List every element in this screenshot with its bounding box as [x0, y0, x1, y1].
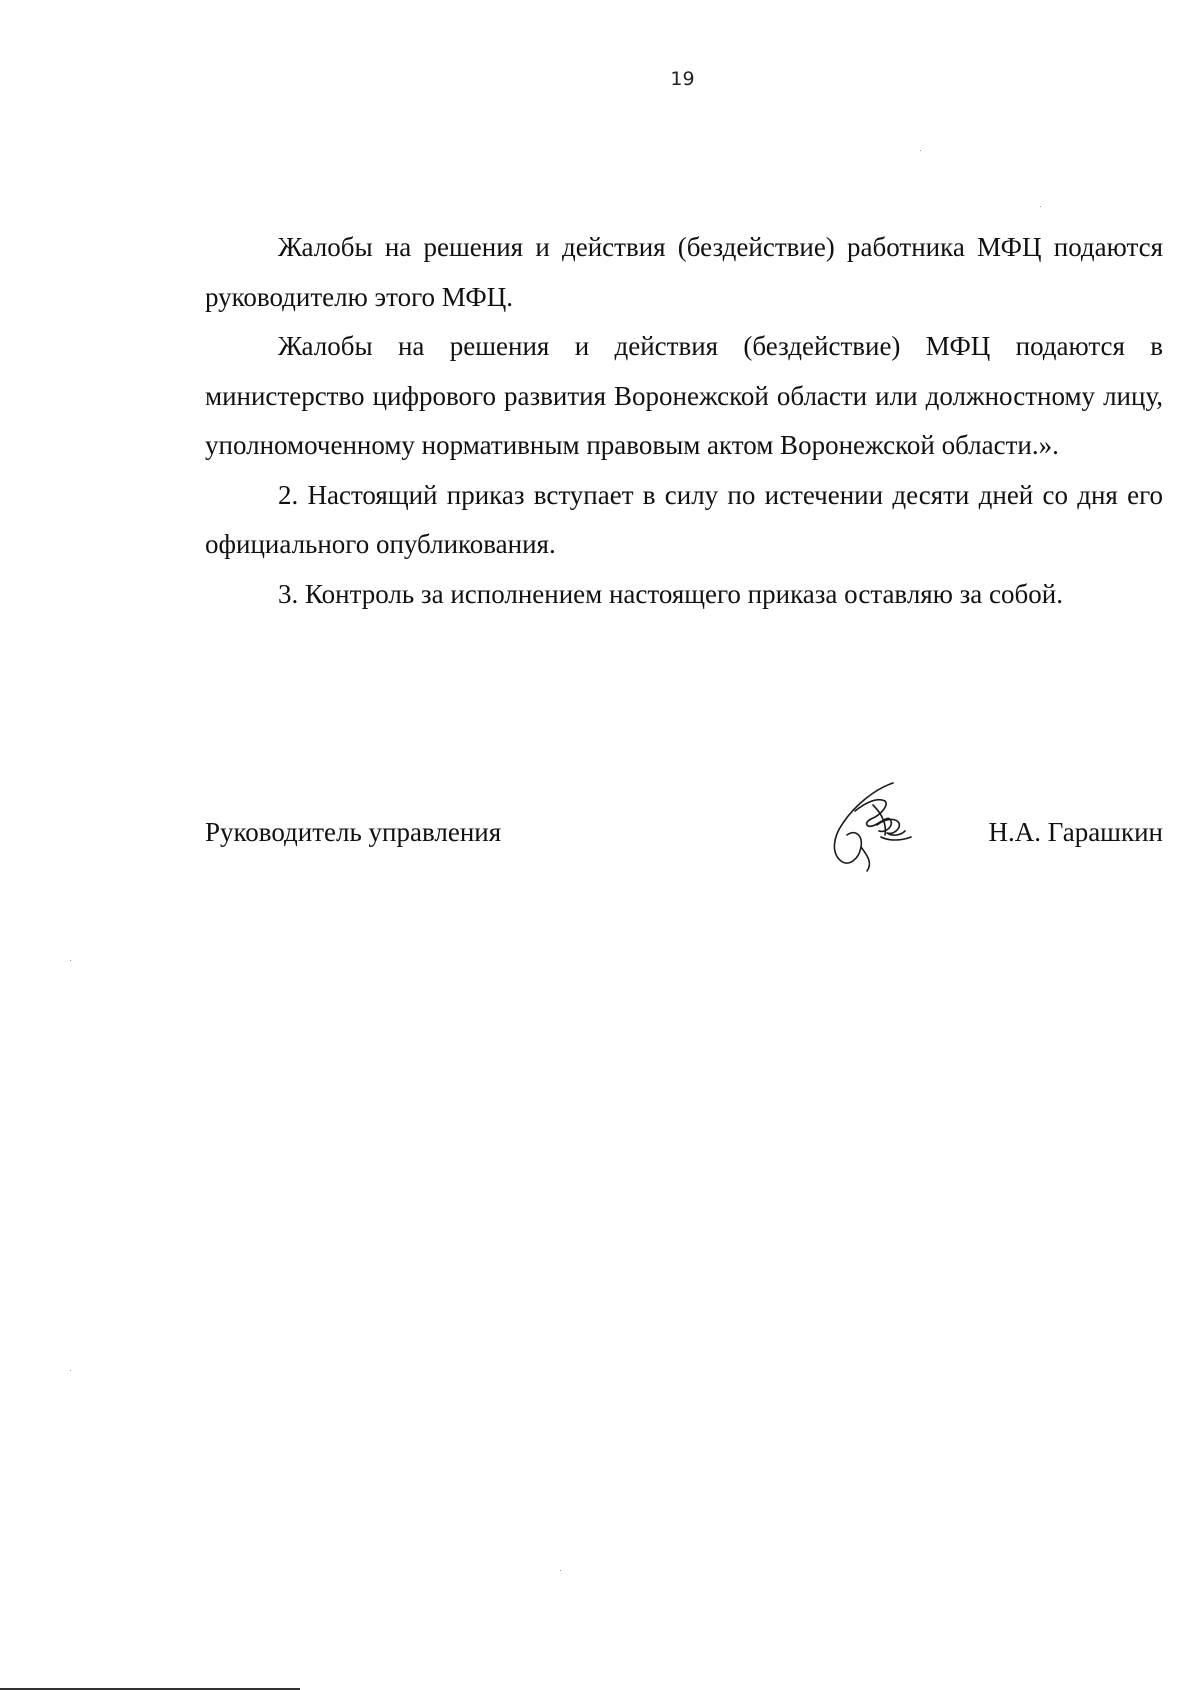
scan-speck [920, 150, 921, 151]
paragraph-complaint-mfc: Жалобы на решения и действия (бездействие) МФЦ подаются в министерство цифрового развития Воронежской области или должностному лицу, уполномоченному нормативным правовым актом Воронежской области.». [205, 331, 1163, 460]
paragraph-effective-date: 2. Настоящий приказ вступает в силу по истечении десяти дней со дня его официального опубликования. [205, 479, 1163, 559]
handwritten-signature [815, 775, 925, 875]
paragraph-control: 3. Контроль за исполнением настоящего приказа оставляю за собой. [278, 578, 1063, 609]
paragraph-complaint-employee: Жалобы на решения и действия (бездействие) работника МФЦ подаются руководителю этого МФЦ. [205, 232, 1163, 312]
scan-speck [560, 1570, 561, 1571]
scan-speck [1040, 206, 1041, 207]
signatory-position: Руководитель управления [205, 817, 502, 847]
signatory-name: Н.А. Гарашкин [988, 817, 1163, 847]
document-body [205, 223, 1163, 619]
signature-block [205, 775, 1163, 895]
scan-speck [70, 1370, 71, 1371]
scan-speck [70, 960, 71, 961]
page-number: 19 [670, 68, 695, 90]
